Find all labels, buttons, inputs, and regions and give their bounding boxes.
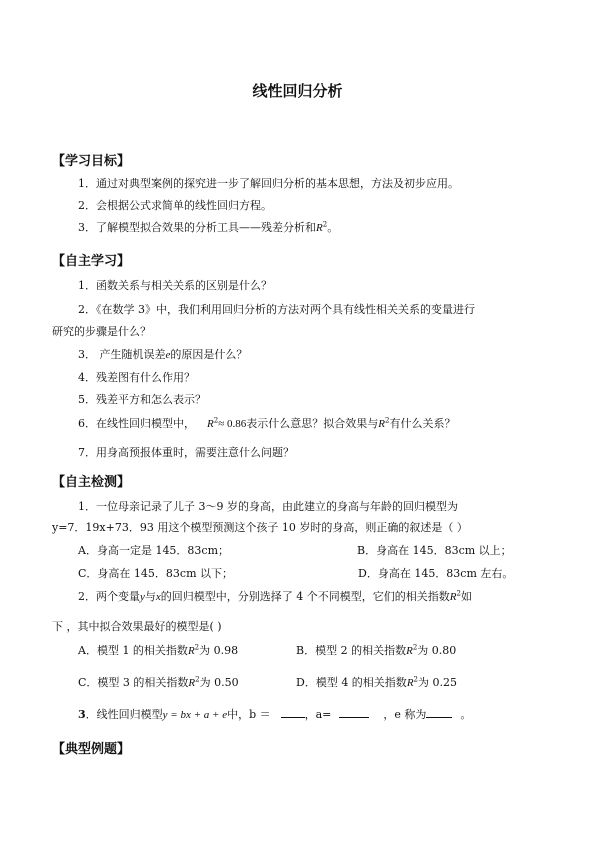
- answer-blank-a[interactable]: [339, 707, 369, 718]
- study-question-6: [78, 417, 455, 431]
- problem-2-text-c: 的回归模型中，分别选择了 4 个不同模型，它们的相关指数: [160, 590, 450, 603]
- study-question-7: 7．用身高预报体重时，需要注意什么问题？: [78, 446, 294, 459]
- problem-2-option-d: [296, 676, 457, 690]
- problem-3-number: 3: [78, 708, 86, 721]
- option-value: 为 0.25: [418, 676, 458, 689]
- superscript: 2: [195, 675, 200, 684]
- superscript: 2: [213, 416, 219, 425]
- problem-3-text-c: ，a=: [304, 708, 332, 721]
- problem-3-text-b: 中，b ＝: [227, 708, 271, 721]
- r-symbol: R: [449, 591, 457, 603]
- approx-value: ≈ 0.86: [218, 418, 247, 430]
- option-value: 为 0.98: [199, 644, 239, 657]
- option-value: 为 0.80: [417, 644, 457, 657]
- problem-2-text-d: 如: [460, 590, 472, 603]
- r-symbol: R: [188, 677, 196, 689]
- problem-2-text-a: 2．两个变量: [78, 590, 140, 603]
- study-question-6-end: 有什么关系？: [389, 417, 456, 430]
- r-symbol: R: [406, 645, 413, 657]
- section-heading-self-study: 【自主学习】: [52, 254, 131, 269]
- test-problem-2-line-2: 下 ，其中拟合效果最好的模型是( ): [52, 620, 222, 633]
- superscript: 2: [322, 220, 328, 229]
- problem-2-option-c: [78, 676, 239, 690]
- option-text: B．模型 2 的相关指数: [296, 644, 407, 657]
- test-problem-1-line-2: y=7．19x+73．93 用这个模型预测这个孩子 10 岁时的身高，则正确的叙述是（ ）: [52, 521, 468, 534]
- r-symbol: R: [187, 645, 195, 657]
- option-text: D．模型 4 的相关指数: [296, 676, 407, 689]
- goal-item-3-end: 。: [327, 221, 339, 234]
- answer-blank-e[interactable]: [426, 707, 452, 718]
- study-question-3-text: 3． 产生随机误差: [78, 348, 166, 361]
- superscript: 2: [413, 675, 419, 684]
- superscript: 2: [194, 643, 200, 652]
- option-text: A．模型 1 的相关指数: [78, 644, 188, 657]
- study-question-6-text: 6．在线性回归模型中，: [78, 417, 195, 430]
- problem-1-option-d: D．身高在 145．83cm 左右。: [358, 567, 514, 580]
- problem-2-option-a: [78, 644, 238, 658]
- goal-item-2: 2．会根据公式求简单的线性回归方程。: [78, 199, 272, 212]
- study-question-1: 1．函数关系与相关关系的区别是什么？: [78, 279, 272, 292]
- goal-item-1: 1．通过对典型案例的探究进一步了解回归分析的基本思想，方法及初步应用。: [78, 177, 459, 190]
- problem-3-text-d: ，e 称为: [383, 708, 427, 721]
- problem-2-text-b: 与: [144, 590, 156, 603]
- goal-item-3-text: 3．了解模型拟合效果的分析工具——残差分析和: [78, 221, 316, 234]
- problem-1-option-c: C．身高在 145．83cm 以下；: [78, 567, 233, 580]
- test-problem-1-line-1: 1．一位母亲记录了儿子 3～9 岁的身高，由此建立的身高与年龄的回归模型为: [78, 500, 458, 513]
- section-heading-examples: 【典型例题】: [52, 742, 131, 757]
- option-text: C．模型 3 的相关指数: [78, 676, 189, 689]
- r-symbol: R: [207, 418, 214, 430]
- study-question-6-mid: 表示什么意思？拟合效果与: [246, 417, 379, 430]
- superscript: 2: [456, 589, 461, 598]
- section-heading-goals: 【学习目标】: [52, 154, 131, 169]
- page-title: 线性回归分析: [252, 82, 343, 100]
- section-heading-self-test: 【自主检测】: [52, 475, 131, 490]
- r-symbol: R: [316, 222, 323, 234]
- superscript: 2: [384, 416, 390, 425]
- problem-2-option-b: [296, 644, 456, 658]
- regression-formula: y = bx + a + e: [162, 709, 228, 721]
- study-question-2-line-1: 2．《在数学 3》中，我们利用回归分析的方法对两个具有线性相关关系的变量进行: [78, 303, 475, 316]
- test-problem-2-line-1: [78, 590, 472, 604]
- r-symbol: R: [406, 677, 414, 689]
- option-value: 为 0.50: [199, 676, 239, 689]
- answer-blank-b[interactable]: [281, 707, 305, 718]
- problem-3-text-a: ．线性回归模型: [85, 708, 163, 721]
- x-symbol: x: [155, 591, 161, 603]
- study-question-3-end: 的原因是什么？: [170, 348, 248, 361]
- test-problem-3: [78, 707, 471, 722]
- y-symbol: y: [140, 591, 145, 603]
- study-question-3: [78, 348, 247, 362]
- r-symbol: R: [378, 418, 385, 430]
- e-symbol: e: [165, 349, 171, 361]
- goal-item-3: [78, 221, 338, 235]
- problem-1-option-b: B．身高在 145．83cm 以上；: [357, 544, 512, 557]
- problem-1-option-a: A．身高一定是 145．83cm；: [78, 544, 230, 557]
- study-question-5: 5．残差平方和怎么表示？: [78, 393, 206, 406]
- study-question-4: 4．残差图有什么作用？: [78, 371, 195, 384]
- study-question-2-line-2: 研究的步骤是什么？: [52, 325, 151, 338]
- problem-3-end: 。: [460, 708, 472, 721]
- superscript: 2: [412, 643, 418, 652]
